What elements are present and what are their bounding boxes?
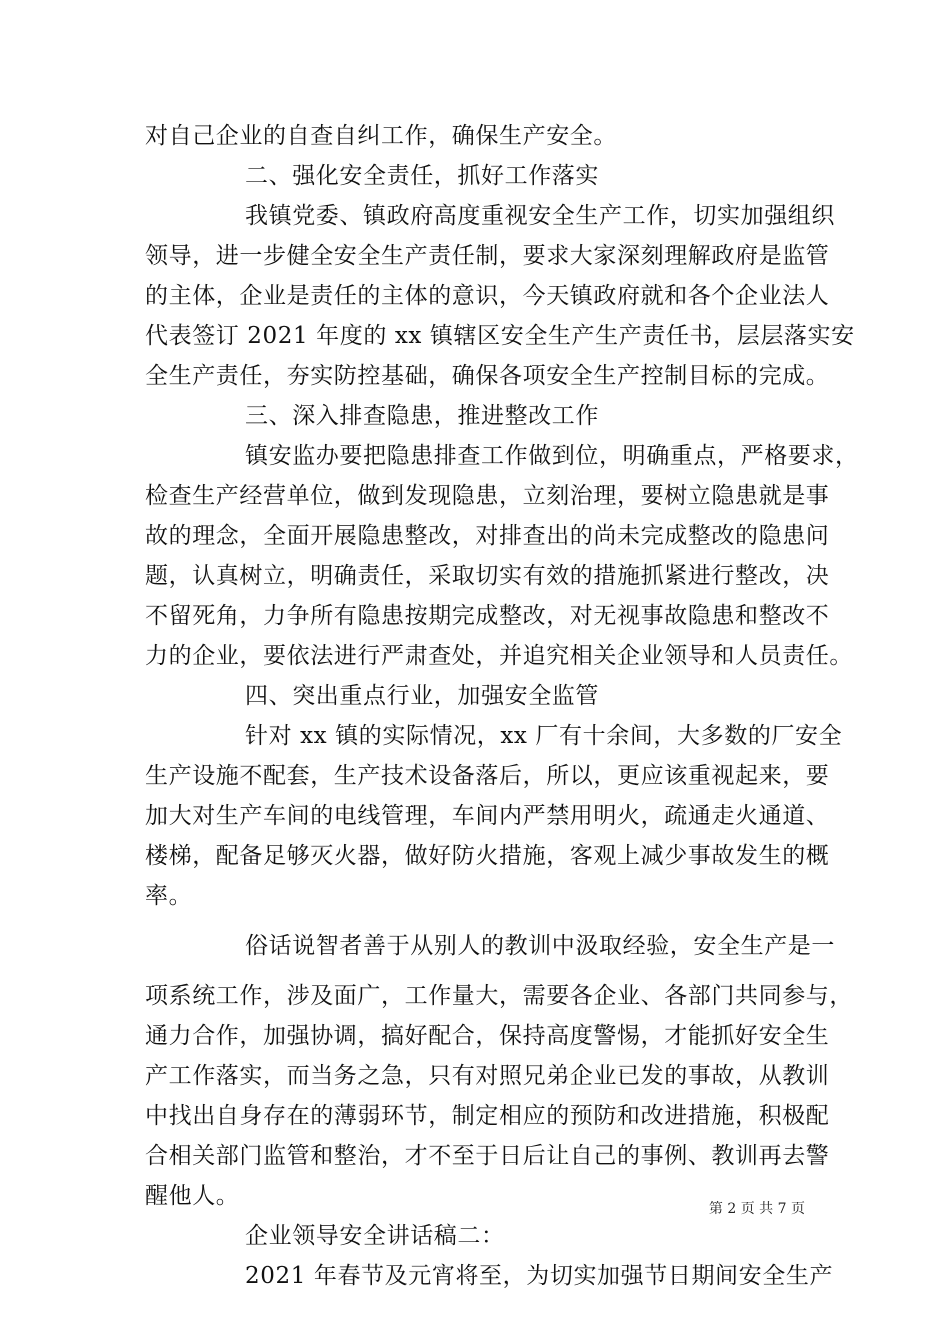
- text-line: 2021 年春节及元宵将至，为切实加强节日期间安全生产: [245, 1263, 834, 1289]
- text-line: 我镇党委、镇政府高度重视安全生产工作，切实加强组织: [245, 203, 835, 229]
- text-line: 的主体，企业是责任的主体的意识，今天镇政府就和各个企业法人: [145, 283, 830, 309]
- text-line: 故的理念，全面开展隐患整改，对排查出的尚未完成整改的隐患问: [145, 523, 830, 549]
- section-heading: 四、突出重点行业，加强安全监管: [245, 683, 599, 709]
- text-line: 生产设施不配套，生产技术设备落后，所以，更应该重视起来，要: [145, 763, 830, 789]
- section-heading: 二、强化安全责任，抓好工作落实: [245, 163, 599, 189]
- section-heading: 三、深入排查隐患，推进整改工作: [245, 403, 599, 429]
- page-number: 第 2 页 共 7 页: [708, 1201, 805, 1217]
- text-line: 加大对生产车间的电线管理，车间内严禁用明火，疏通走火通道、: [145, 803, 830, 829]
- text-line: 楼梯，配备足够灭火器，做好防火措施，客观上减少事故发生的概: [145, 843, 830, 869]
- text-line: 检查生产经营单位，做到发现隐患，立刻治理，要树立隐患就是事: [145, 483, 830, 509]
- text-line: 率。: [145, 883, 193, 909]
- text-line: 通力合作，加强协调，搞好配合，保持高度警惕，才能抓好安全生: [145, 1023, 830, 1049]
- text-line: 合相关部门监管和整治，才不至于日后让自己的事例、教训再去警: [145, 1143, 830, 1169]
- text-line: 中找出自身存在的薄弱环节，制定相应的预防和改进措施，积极配: [145, 1103, 830, 1129]
- text-line: 醒他人。: [145, 1183, 240, 1209]
- text-line: 不留死角，力争所有隐患按期完成整改，对无视事故隐患和整改不: [145, 603, 830, 629]
- text-line: 力的企业，要依法进行严肃查处，并追究相关企业领导和人员责任。: [145, 643, 853, 669]
- text-line: 代表签订 2021 年度的 xx 镇辖区安全生产生产责任书，层层落实安: [145, 323, 855, 349]
- text-line: 领导，进一步健全安全生产责任制，要求大家深刻理解政府是监管: [145, 243, 830, 269]
- text-line: 产工作落实，而当务之急，只有对照兄弟企业已发的事故，从教训: [145, 1063, 830, 1089]
- text-line: 题，认真树立，明确责任，采取切实有效的措施抓紧进行整改，决: [145, 563, 830, 589]
- text-line: 镇安监办要把隐患排查工作做到位，明确重点，严格要求，: [245, 443, 859, 469]
- section-heading: 企业领导安全讲话稿二：: [245, 1223, 505, 1249]
- text-line: 针对 xx 镇的实际情况，xx 厂有十余间，大多数的厂安全: [245, 723, 843, 749]
- text-line: 对自己企业的自查自纠工作，确保生产安全。: [145, 123, 617, 149]
- text-line: 全生产责任，夯实防控基础，确保各项安全生产控制目标的完成。: [145, 363, 830, 389]
- text-line: 项系统工作，涉及面广，工作量大，需要各企业、各部门共同参与，: [145, 983, 853, 1009]
- text-line: 俗话说智者善于从别人的教训中汲取经验，安全生产是一: [245, 933, 835, 959]
- body-text: [145, 116, 859, 1296]
